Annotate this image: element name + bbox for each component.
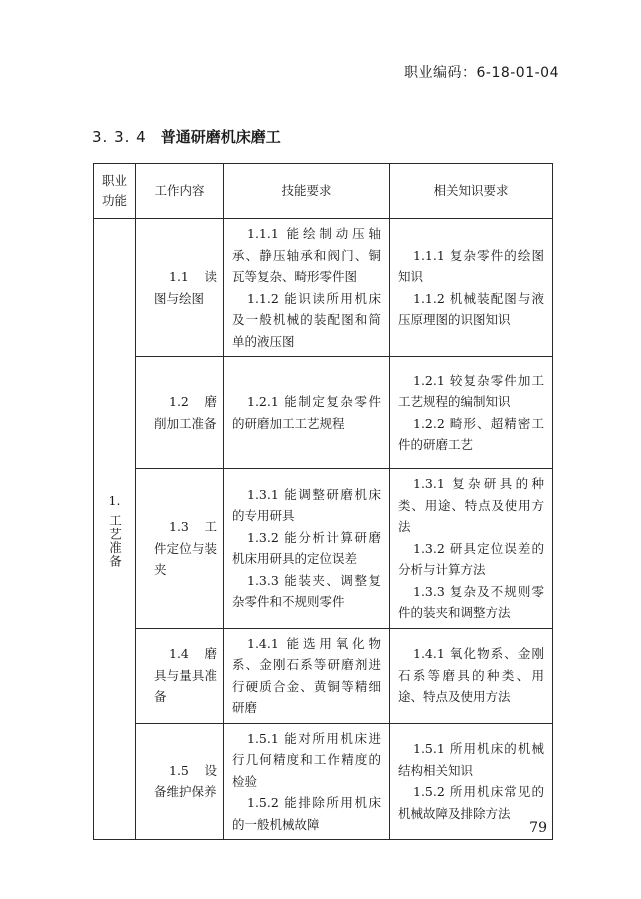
table-row: [94, 469, 553, 629]
work-content-cell: [136, 219, 224, 357]
function-cell: [94, 219, 136, 840]
skill-item: 1.5.2 能排除所用机床的一般机械故障: [232, 795, 381, 832]
skill-requirements-cell: [224, 723, 390, 840]
work-content-text: 1.2 磨削加工准备: [154, 394, 217, 431]
header-content: 工作内容: [136, 164, 224, 219]
work-content-text: 1.4 磨具与量具准备: [154, 646, 217, 705]
knowledge-requirements-cell: [390, 628, 553, 723]
knowledge-item: 1.2.2 畸形、超精密工件的研磨工艺: [398, 415, 544, 452]
skill-item: 1.4.1 能选用氧化物系、金刚石系等研磨剂进行硬质合金、黄铜等精细研磨: [232, 635, 381, 715]
header-skills: 技能要求: [224, 164, 390, 219]
skill-requirements-cell: [224, 219, 390, 357]
work-content-text: 1.5 设备维护保养: [154, 762, 217, 800]
knowledge-requirements-cell: [390, 357, 553, 469]
knowledge-item: 1.5.2 所用机床常见的机械故障及排除方法: [398, 784, 544, 821]
skill-requirements-cell: [224, 628, 390, 723]
table-row: [94, 628, 553, 723]
table-row: [94, 219, 553, 357]
section-number: 3. 3. 4: [92, 128, 147, 146]
skill-item: 1.3.2 能分析计算研磨机床用研具的定位误差: [232, 529, 381, 567]
skill-requirements-cell: [224, 357, 390, 469]
knowledge-item: 1.3.3 复杂及不规则零件的装夹和调整方法: [398, 583, 544, 620]
section-title: 普通研磨机床磨工: [160, 128, 281, 146]
knowledge-item: 1.5.1 所用机床的机械结构相关知识: [398, 741, 544, 778]
work-content-cell: [136, 357, 224, 469]
knowledge-requirements-cell: [390, 219, 553, 357]
knowledge-item: 1.4.1 氧化物系、金刚石系等磨具的种类、用途、特点及使用方法: [398, 646, 544, 705]
table-row: [94, 357, 553, 469]
skills-table: [93, 163, 553, 840]
skill-item: 1.1.2 能识读所用机床及一般机械的装配图和简单的液压图: [232, 290, 381, 349]
knowledge-requirements-cell: [390, 469, 553, 629]
table-row: [94, 723, 553, 840]
knowledge-item: 1.1.1 复杂零件的绘图知识: [398, 247, 544, 284]
skill-item: 1.3.1 能调整研磨机床的专用研具: [232, 486, 381, 524]
work-content-cell: [136, 469, 224, 629]
work-content-text: 1.3 工件定位与装夹: [154, 519, 217, 577]
page-number: 79: [529, 820, 547, 836]
header-function: 职业 功能: [94, 164, 136, 219]
work-content-cell: [136, 628, 224, 723]
knowledge-item: 1.1.2 机械装配图与液压原理图的识图知识: [398, 290, 544, 327]
knowledge-item: 1.2.1 较复杂零件加工工艺规程的编制知识: [398, 372, 544, 409]
skill-item: 1.2.1 能制定复杂零件的研磨加工工艺规程: [232, 394, 381, 431]
knowledge-item: 1.3.1 复杂研具的种类、用途、特点及使用方法: [398, 476, 544, 534]
work-content-cell: [136, 723, 224, 840]
skill-item: 1.3.3 能装夹、调整复杂零件和不规则零件: [232, 572, 381, 610]
section-heading: [92, 126, 281, 147]
skill-item: 1.5.1 能对所用机床进行几何精度和工作精度的检验: [232, 730, 381, 789]
function-label: 工艺准备: [107, 513, 123, 568]
occupation-code: 职业编码：6-18-01-04: [403, 65, 559, 81]
table-header-row: [94, 164, 553, 219]
skill-requirements-cell: [224, 469, 390, 629]
skill-item: 1.1.1 能绘制动压轴承、静压轴承和阀门、铜瓦等复杂、畸形零件图: [232, 226, 381, 284]
work-content-text: 1.1 读图与绘图: [154, 269, 217, 306]
function-number: 1.: [108, 493, 121, 509]
knowledge-requirements-cell: [390, 723, 553, 840]
knowledge-item: 1.3.2 研具定位误差的分析与计算方法: [398, 540, 544, 577]
header-knowledge: 相关知识要求: [390, 164, 553, 219]
